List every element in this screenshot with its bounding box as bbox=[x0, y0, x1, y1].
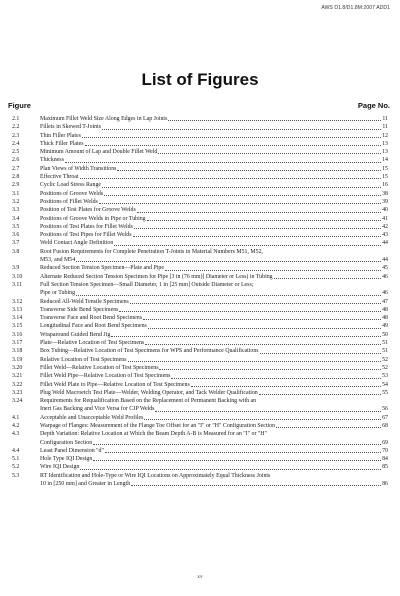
dot-leader bbox=[137, 212, 381, 213]
figure-title: Plan Views of Width Transitions bbox=[40, 165, 117, 172]
figure-page: 48 bbox=[382, 306, 388, 313]
dot-leader bbox=[168, 120, 381, 121]
dot-leader bbox=[102, 187, 381, 188]
figure-entry bbox=[12, 156, 388, 164]
figure-entry bbox=[12, 306, 388, 314]
dot-leader bbox=[104, 195, 381, 196]
figure-entry bbox=[12, 281, 388, 289]
figure-number: 4.3 bbox=[12, 431, 20, 438]
figure-entry bbox=[12, 314, 388, 322]
figure-number: 2.5 bbox=[12, 149, 20, 156]
figure-entry bbox=[12, 389, 388, 397]
figure-entry bbox=[12, 397, 388, 405]
figure-title: Fillet Weld Pipe—Relative Location of Test Specimens bbox=[40, 373, 171, 380]
figure-title: Fillet Weld Plate to Pipe—Relative Location of Test Specimens bbox=[40, 381, 190, 388]
figure-entry bbox=[12, 439, 388, 447]
figure-title: Relative Location of Test Specimens bbox=[40, 356, 127, 363]
figure-entry bbox=[12, 165, 388, 173]
figure-page: 11 bbox=[382, 116, 388, 122]
figure-title: Cyclic Load Stress Range bbox=[40, 182, 102, 189]
figure-page: 85 bbox=[382, 464, 388, 471]
figure-number: 3.12 bbox=[12, 298, 23, 305]
figure-number: 2.4 bbox=[12, 140, 20, 147]
dot-leader bbox=[130, 303, 381, 304]
figure-page: 68 bbox=[382, 422, 388, 429]
figure-entry bbox=[12, 331, 388, 339]
figure-page: 45 bbox=[382, 265, 388, 272]
figure-page: 13 bbox=[382, 149, 388, 156]
dot-leader bbox=[159, 369, 381, 370]
figure-number: 5.3 bbox=[12, 472, 20, 479]
figure-title: Wraparound Guided Bend Jig bbox=[40, 331, 111, 338]
figure-page: 40 bbox=[382, 207, 388, 214]
dot-leader bbox=[171, 378, 381, 379]
dot-leader bbox=[93, 444, 381, 445]
figure-page: 44 bbox=[382, 240, 388, 247]
dot-leader bbox=[117, 170, 381, 171]
figure-number: 3.6 bbox=[12, 232, 20, 239]
figure-entry bbox=[12, 148, 388, 156]
figure-page: 15 bbox=[382, 165, 388, 172]
figure-page: 44 bbox=[382, 257, 388, 264]
figure-entry bbox=[12, 322, 388, 330]
figure-page: 43 bbox=[382, 232, 388, 239]
figure-title: Reduced Section Tension Specimen—Plate and Pipe bbox=[40, 265, 164, 272]
figure-entry bbox=[12, 372, 388, 380]
figure-title: RT Identification and Hole-Type or Wire IQI Locations on Approximately Equal Thickness Joints bbox=[40, 472, 271, 479]
dot-leader bbox=[85, 145, 382, 146]
figure-page: 16 bbox=[382, 182, 388, 189]
figure-entry bbox=[12, 231, 388, 239]
figure-page: 86 bbox=[382, 481, 388, 488]
figure-entry bbox=[12, 115, 388, 123]
figure-page: 49 bbox=[382, 323, 388, 330]
dot-leader bbox=[99, 203, 381, 204]
dot-leader bbox=[147, 220, 381, 221]
figure-page: 52 bbox=[382, 356, 388, 363]
figure-number: 5.1 bbox=[12, 456, 20, 463]
figure-number: 3.11 bbox=[12, 281, 23, 288]
figure-number: 3.2 bbox=[12, 198, 20, 205]
document-code: AWS D1.8/D1.8M:2007 ADD1 bbox=[321, 5, 390, 11]
dot-leader bbox=[93, 460, 381, 461]
figure-title: 10 in [250 mm] and Greater in Length bbox=[40, 481, 131, 488]
figure-page: 15 bbox=[382, 174, 388, 181]
figure-page: 12 bbox=[382, 132, 388, 139]
figure-entry bbox=[12, 339, 388, 347]
figure-number: 2.2 bbox=[12, 124, 20, 131]
figure-title: Alternate Reduced Section Tension Specimen for Pipe [3 in (76 mm)] Diameter or Less) in Tubing bbox=[40, 273, 273, 280]
figure-title: Fillets in Skewed T-Joints bbox=[40, 124, 102, 131]
figure-number: 3.13 bbox=[12, 306, 23, 313]
dot-leader bbox=[260, 353, 382, 354]
figure-entry bbox=[12, 190, 388, 198]
figure-page: 42 bbox=[382, 223, 388, 230]
figure-title: Wire IQI Design bbox=[40, 464, 80, 471]
figure-number: 2.8 bbox=[12, 174, 20, 181]
figure-title: Positions of Groove Welds bbox=[40, 190, 104, 197]
figure-title: Maximum Fillet Weld Size Along Edges in Lap Joints bbox=[40, 116, 168, 122]
figure-number: 2.7 bbox=[12, 165, 20, 172]
figure-number: 5.2 bbox=[12, 464, 20, 471]
figure-number: 3.14 bbox=[12, 315, 23, 322]
figure-title: Pipe or Tubing bbox=[40, 290, 76, 297]
figure-title: Positions of Test Pipes for Fillet Welds bbox=[40, 232, 132, 239]
figure-entry bbox=[12, 206, 388, 214]
figure-entry bbox=[12, 239, 388, 247]
figure-list bbox=[12, 115, 388, 488]
figure-entry bbox=[12, 248, 388, 256]
figure-page: 55 bbox=[382, 389, 388, 396]
figure-number: 3.19 bbox=[12, 356, 23, 363]
figure-title: Plate—Relative Location of Test Specimens bbox=[40, 340, 145, 347]
figure-entry bbox=[12, 298, 388, 306]
dot-leader bbox=[259, 394, 381, 395]
figure-entry bbox=[12, 140, 388, 148]
figure-title: Box Tubing—Relative Location of Test Specimens for WPS and Performance Qualifications bbox=[40, 348, 259, 355]
page-number: xv bbox=[197, 574, 203, 580]
figure-title: Transverse Face and Root Bend Specimens bbox=[40, 315, 143, 322]
dot-leader bbox=[276, 427, 381, 428]
dot-leader bbox=[155, 411, 381, 412]
figure-title: Least Panel Dimension "d" bbox=[40, 447, 104, 454]
figure-title: Requirements for Requalification Based on the Replacement of Permanent Backing with an bbox=[40, 398, 257, 405]
figure-title: Configuration Section bbox=[40, 439, 93, 446]
figure-title: Weld Contact Angle Definition bbox=[40, 240, 114, 247]
figure-page: 11 bbox=[382, 124, 388, 131]
figure-page: 70 bbox=[382, 447, 388, 454]
figure-title: Hole Type IQI Design bbox=[40, 456, 93, 463]
figure-title: M53, and M54 bbox=[40, 257, 76, 264]
figure-title: Plug Weld Macroetch Test Plate—Welder, Welding Operator, and Tack Welder Qualification bbox=[40, 389, 258, 396]
dot-leader bbox=[76, 261, 381, 262]
figure-entry bbox=[12, 264, 388, 272]
figure-entry bbox=[12, 430, 388, 438]
dot-leader bbox=[131, 485, 381, 486]
figure-page: 84 bbox=[382, 456, 388, 463]
figure-title: Thin Filler Plates bbox=[40, 132, 81, 139]
figure-entry bbox=[12, 463, 388, 471]
figure-number: 3.9 bbox=[12, 265, 20, 272]
figure-entry bbox=[12, 447, 388, 455]
dot-leader bbox=[119, 311, 381, 312]
figure-number: 3.22 bbox=[12, 381, 23, 388]
figure-column-header: Figure bbox=[8, 101, 31, 110]
dot-leader bbox=[191, 386, 381, 387]
figure-entry bbox=[12, 472, 388, 480]
figure-number: 2.3 bbox=[12, 132, 20, 139]
figure-entry bbox=[12, 347, 388, 355]
dot-leader bbox=[134, 228, 381, 229]
figure-page: 41 bbox=[382, 215, 388, 222]
dot-leader bbox=[165, 270, 381, 271]
figure-title: Minimum Amount of Lap and Double Fillet Weld bbox=[40, 149, 158, 156]
figure-page: 56 bbox=[382, 406, 388, 413]
figure-number: 4.2 bbox=[12, 422, 20, 429]
figure-number: 3.1 bbox=[12, 190, 20, 197]
figure-number: 3.17 bbox=[12, 340, 23, 347]
figure-entry bbox=[12, 455, 388, 463]
figure-page: 46 bbox=[382, 290, 388, 297]
figure-title: Effective Throat bbox=[40, 174, 79, 181]
figure-page: 38 bbox=[382, 190, 388, 197]
figure-number: 3.18 bbox=[12, 348, 23, 355]
figure-page: 39 bbox=[382, 198, 388, 205]
figure-page: 47 bbox=[382, 298, 388, 305]
figure-entry bbox=[12, 405, 388, 413]
figure-page: 52 bbox=[382, 364, 388, 371]
figure-title: Longitudinal Face and Root Bend Specimens bbox=[40, 323, 147, 330]
figure-entry bbox=[12, 273, 388, 281]
figure-title: Transverse Side Bend Specimens bbox=[40, 306, 119, 313]
dot-leader bbox=[65, 162, 381, 163]
figure-number: 3.4 bbox=[12, 215, 20, 222]
figure-entry bbox=[12, 215, 388, 223]
page-title: List of Figures bbox=[141, 70, 259, 89]
figure-title: Reduced All-Weld Tensile Specimens bbox=[40, 298, 129, 305]
figure-title: Positions of Fillet Welds bbox=[40, 198, 98, 205]
dot-leader bbox=[145, 344, 381, 345]
figure-page: 50 bbox=[382, 331, 388, 338]
figure-number: 3.21 bbox=[12, 373, 23, 380]
figure-entry bbox=[12, 198, 388, 206]
figure-title: Fillet Weld—Relative Location of Test Specimens bbox=[40, 364, 159, 371]
figure-entry bbox=[12, 381, 388, 389]
figure-number: 4.1 bbox=[12, 414, 20, 421]
figure-title: Depth Variation: Relative Location at Which the Beam Depth A-B is Measured for an "I" or "H" bbox=[40, 431, 267, 438]
figure-entry bbox=[12, 356, 388, 364]
figure-title: Full Section Tension Specimen—Small Diameter, 1 in [25 mm] Outside Diameter or Less; bbox=[40, 281, 254, 288]
dot-leader bbox=[102, 129, 381, 130]
figure-number: 3.20 bbox=[12, 364, 23, 371]
figure-title: Thickness bbox=[40, 157, 64, 164]
figure-page: 51 bbox=[382, 348, 388, 355]
figure-entry bbox=[12, 173, 388, 181]
page-number-column-header: Page No. bbox=[357, 101, 390, 110]
figure-page: 51 bbox=[382, 340, 388, 347]
figure-entry bbox=[12, 364, 388, 372]
figure-entry bbox=[12, 422, 388, 430]
figure-number: 3.10 bbox=[12, 273, 23, 280]
dot-leader bbox=[76, 295, 381, 296]
dot-leader bbox=[144, 419, 381, 420]
figure-number: 2.6 bbox=[12, 157, 20, 164]
figure-title: Positions of Test Plates for Fillet Welds bbox=[40, 223, 133, 230]
figure-title: Inert Gas Backing and Vice Versa for CJP Welds bbox=[40, 406, 155, 413]
figure-title: Positions of Groove Welds in Pipe or Tubing bbox=[40, 215, 146, 222]
dot-leader bbox=[133, 236, 382, 237]
figure-title: Warpage of Flanges: Measurement of the Flange Toe Offset for an "I" or "H" Configuration Section bbox=[40, 422, 276, 429]
dot-leader bbox=[80, 178, 382, 179]
figure-title: Thick Filler Plates bbox=[40, 140, 84, 147]
dot-leader bbox=[80, 469, 381, 470]
dot-leader bbox=[128, 361, 382, 362]
figure-page: 14 bbox=[382, 157, 388, 164]
dot-leader bbox=[148, 328, 381, 329]
dot-leader bbox=[105, 452, 381, 453]
figure-page: 46 bbox=[382, 273, 388, 280]
dot-leader bbox=[82, 137, 381, 138]
figure-entry bbox=[12, 223, 388, 231]
figure-entry bbox=[12, 256, 388, 264]
figure-number: 3.23 bbox=[12, 389, 23, 396]
dot-leader bbox=[111, 336, 381, 337]
dot-leader bbox=[274, 278, 382, 279]
dot-leader bbox=[158, 153, 381, 154]
figure-number: 3.16 bbox=[12, 331, 23, 338]
figure-entry bbox=[12, 132, 388, 140]
figure-entry bbox=[12, 480, 388, 488]
figure-number: 2.1 bbox=[12, 116, 20, 122]
figure-number: 3.3 bbox=[12, 207, 20, 214]
dot-leader bbox=[143, 319, 381, 320]
figure-entry bbox=[12, 289, 388, 297]
figure-title: Root Fusion Requirements for Complete Penetration T-Joints in Material Numbers M51, M52, bbox=[40, 248, 264, 255]
figure-number: 3.8 bbox=[12, 248, 20, 255]
figure-page: 13 bbox=[382, 140, 388, 147]
figure-page: 69 bbox=[382, 439, 388, 446]
figure-title: Position of Test Plates for Groove Welds bbox=[40, 207, 136, 214]
figure-number: 3.7 bbox=[12, 240, 20, 247]
figure-page: 67 bbox=[382, 414, 388, 421]
figure-page: 54 bbox=[382, 381, 388, 388]
figure-title: Acceptable and Unacceptable Weld Profiles bbox=[40, 414, 144, 421]
figure-number: 2.9 bbox=[12, 182, 20, 189]
figure-page: 53 bbox=[382, 373, 388, 380]
figure-entry bbox=[12, 123, 388, 131]
figure-page: 48 bbox=[382, 315, 388, 322]
dot-leader bbox=[114, 245, 381, 246]
figure-number: 4.4 bbox=[12, 447, 20, 454]
figure-number: 3.5 bbox=[12, 223, 20, 230]
figure-entry bbox=[12, 414, 388, 422]
figure-entry bbox=[12, 181, 388, 189]
figure-number: 3.24 bbox=[12, 398, 23, 405]
figure-number: 3.15 bbox=[12, 323, 23, 330]
